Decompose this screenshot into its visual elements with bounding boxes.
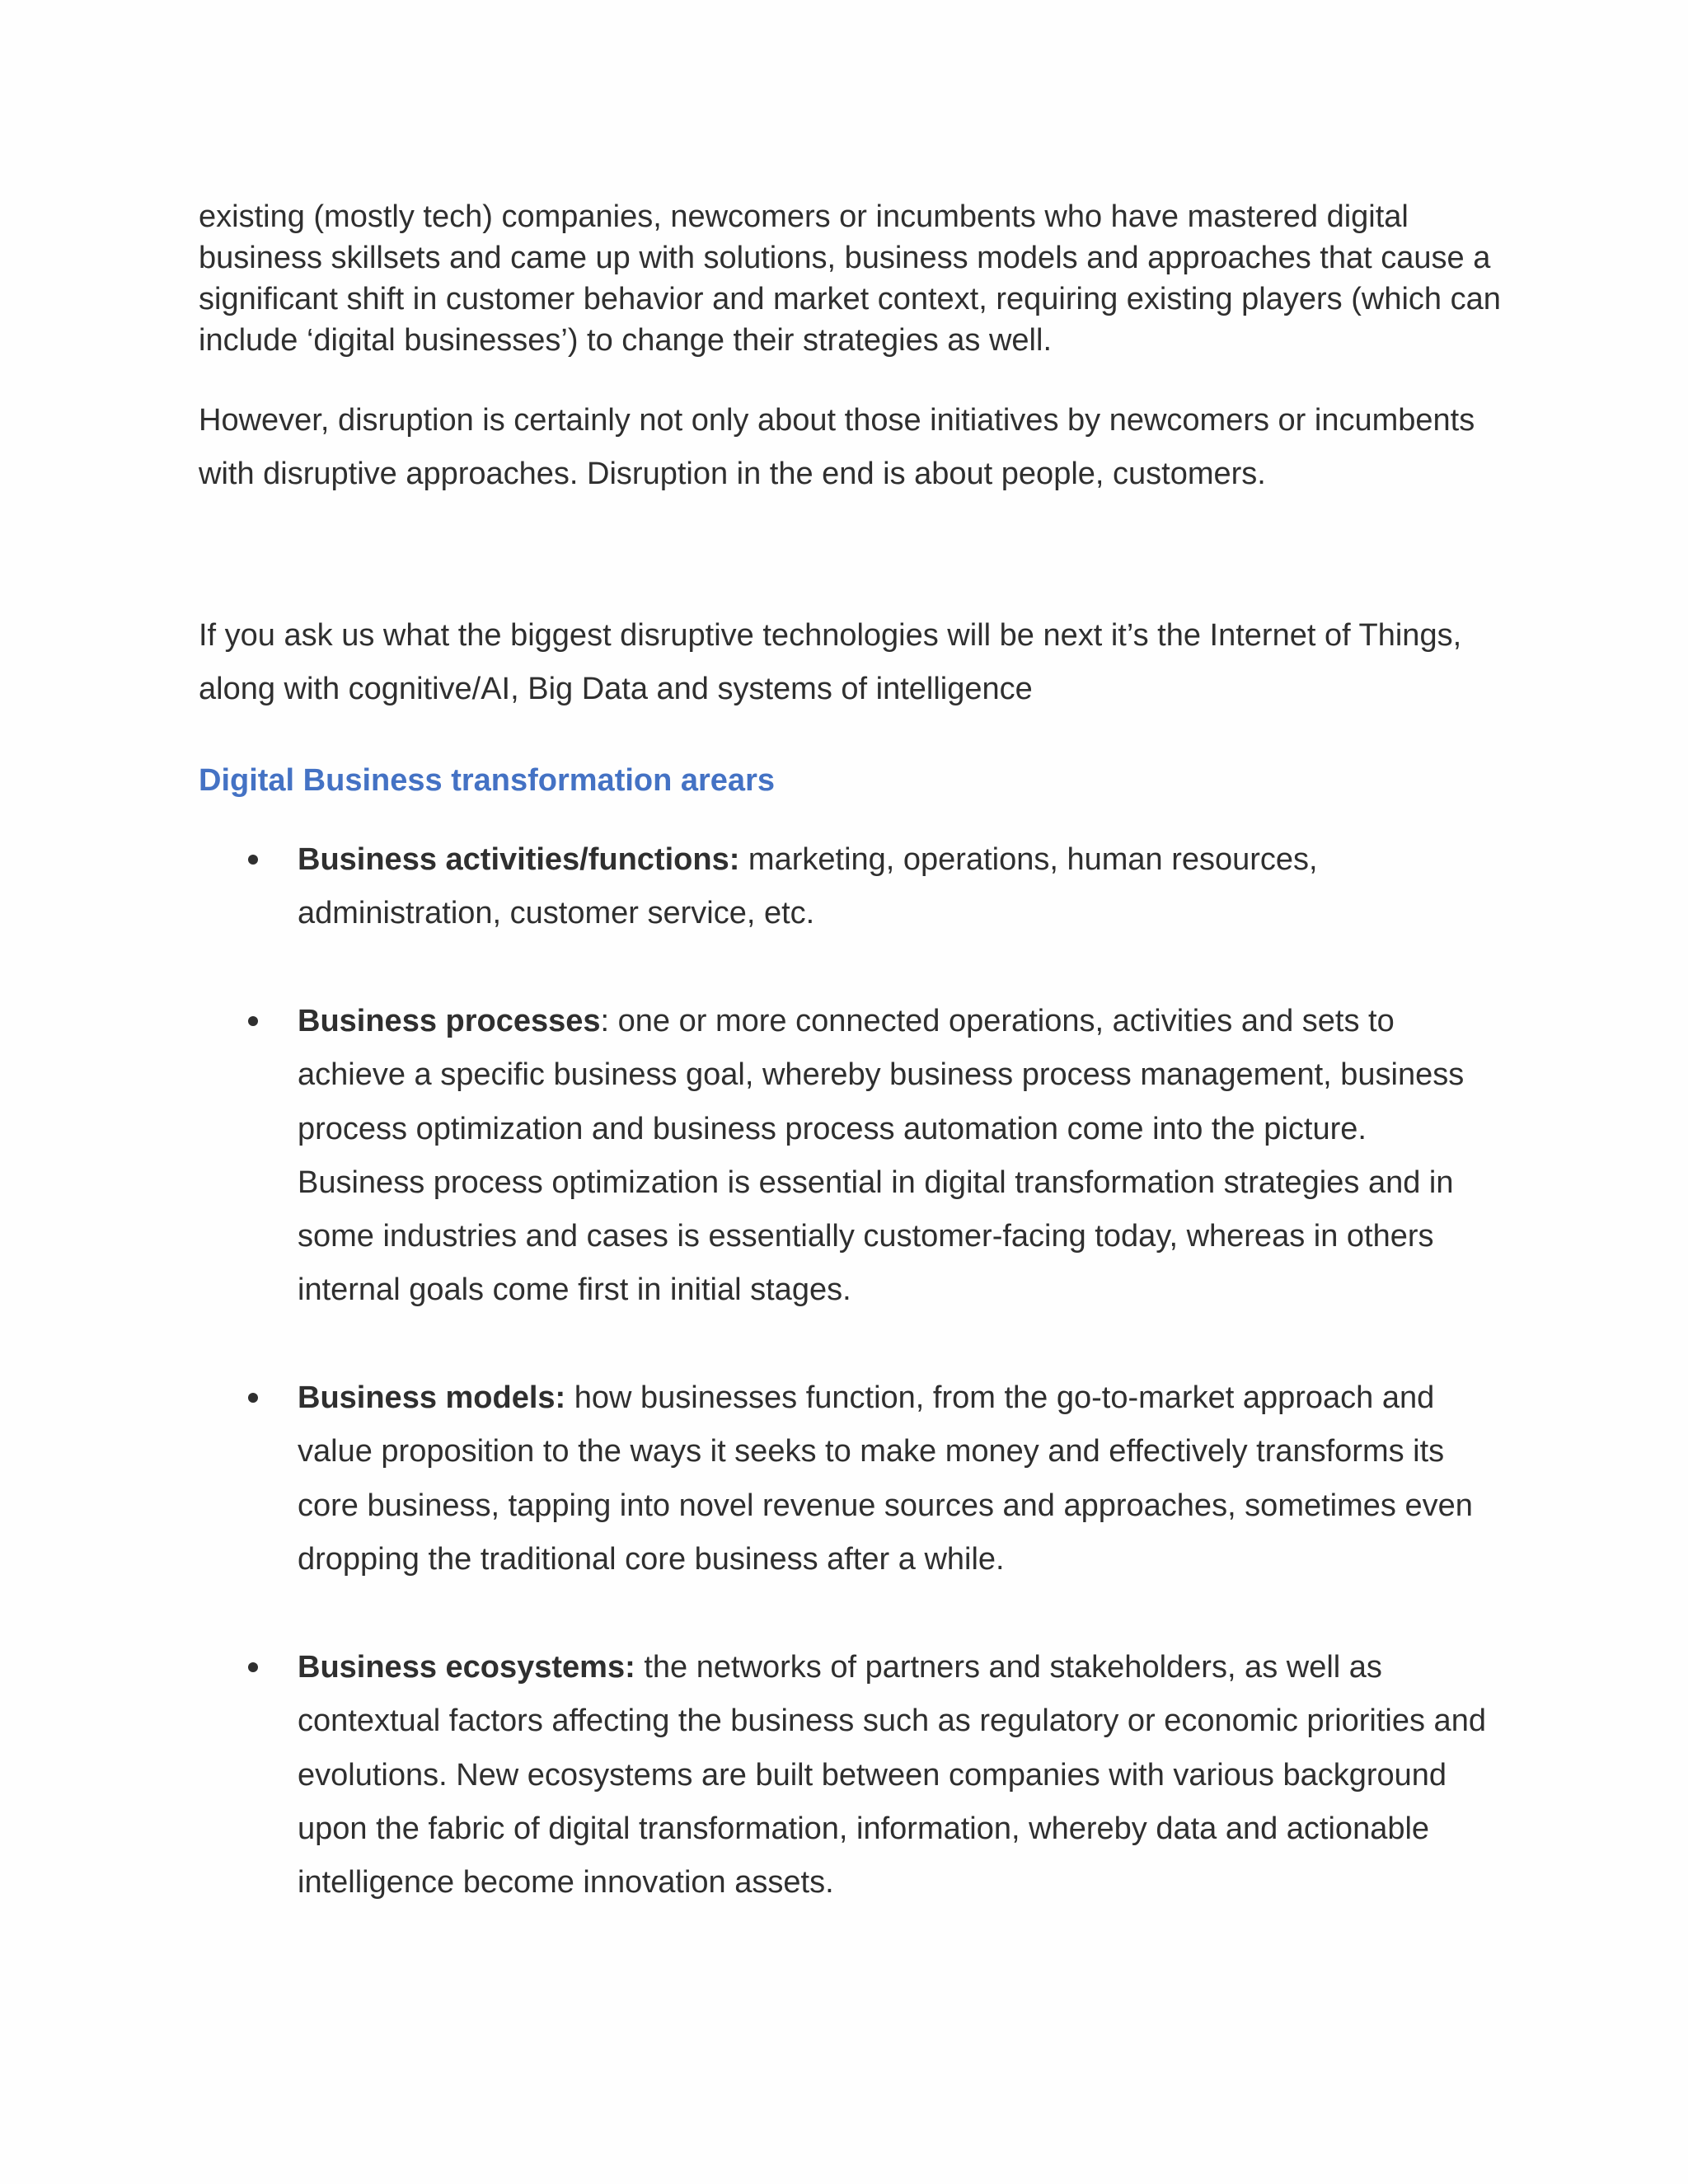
bullet-icon (248, 855, 258, 865)
section-heading: Digital Business transformation arears (199, 763, 775, 798)
list-item (298, 833, 1501, 941)
bullet-term: Business models: (298, 1380, 566, 1415)
paragraph-intro: existing (mostly tech) companies, newcomers or incumbents who have mastered digital business skillsets and came up with solutions, business models and approaches that cause a significant shift in customer behavior and market context, requiring existing players (which can include ‘digital businesses’) to change their strategies as well. (199, 199, 1501, 358)
list-item (298, 1641, 1501, 1910)
paragraph-disruption: However, disruption is certainly not only about those initiatives by newcomers or incumbents with disruptive approaches. Disruption in the end is about people, customers. (199, 403, 1475, 491)
bullet-icon (248, 1016, 258, 1026)
bullet-icon (248, 1393, 258, 1403)
bullet-term: Business activities/functions: (298, 842, 740, 877)
bullet-text: marketing, operations, human resources, administration, customer service, etc. (298, 842, 1318, 931)
bullet-icon (248, 1662, 258, 1672)
bullet-text: how businesses function, from the go-to-market approach and value proposition to the ways it seeks to make money and effectively transforms its core business, tapping into novel revenue sources and approaches, sometimes even dropping the traditional core business after a while. (298, 1380, 1473, 1577)
paragraph-technologies: If you ask us what the biggest disruptive technologies will be next it’s the Internet of Things, along with cognitive/AI, Big Data and systems of intelligence (199, 618, 1462, 706)
bullet-term: Business processes (298, 1004, 601, 1038)
list-item (298, 1371, 1501, 1586)
bullet-term: Business ecosystems: (298, 1650, 635, 1685)
bullet-text: : one or more connected operations, activities and sets to achieve a specific business goal, whereby business process management, business process optimization and business process automation come into the picture. Business process optimization is essential in digital transformation strategies and in some industries and cases is essentially customer-facing today, whereas in others internal goals come first in initial stages. (298, 1004, 1465, 1308)
bullet-text: the networks of partners and stakeholders, as well as contextual factors affecting the business such as regulatory or economic priorities and evolutions. New ecosystems are built between companies with various background upon the fabric of digital transformation, information, whereby data and actionable intelligence become innovation assets. (298, 1650, 1486, 1900)
list-item (298, 995, 1501, 1318)
